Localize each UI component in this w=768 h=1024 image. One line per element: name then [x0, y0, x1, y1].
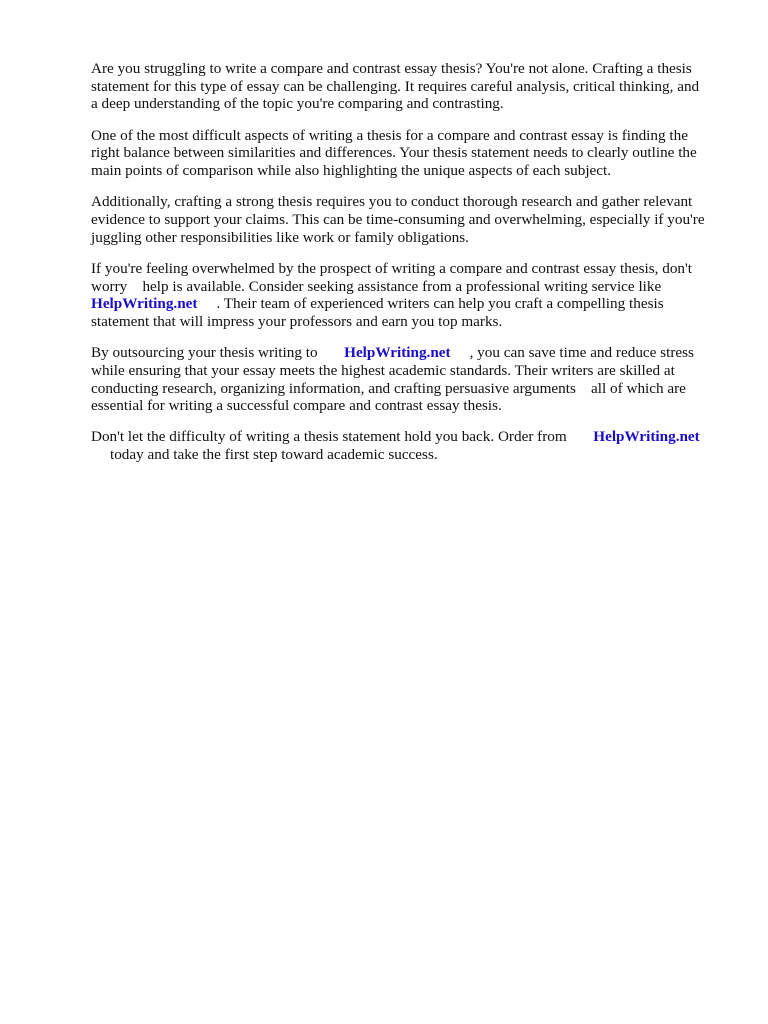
paragraph-6 — [91, 428, 731, 463]
paragraph-5 — [91, 344, 731, 415]
paragraph-2 — [91, 127, 731, 180]
paragraph-2-text: One of the most difficult aspects of writing a thesis for a compare and contrast essay is finding the right balance between similarities and differences. Your thesis statement needs to clearly outline the main points of comparison while also highlighting the unique aspects of each subject. — [91, 126, 697, 180]
paragraph-5-text-b: , you can save time and reduce stress while ensuring that your essay meets the highest academic standards. Their writers are skilled at conducting research, organizing information, and crafting persuasive arguments all of which are essential for writing a successful compare and contrast essay thesis. — [91, 344, 694, 415]
paragraph-4-text-a: If you're feeling overwhelmed by the prospect of writing a compare and contrast essay thesis, don't worry help is available. Consider seeking assistance from a professional writing service like — [91, 259, 692, 295]
paragraph-5-text-a: By outsourcing your thesis writing to — [91, 344, 345, 362]
paragraph-6-text-a: Don't let the difficulty of writing a thesis statement hold you back. Order from — [91, 428, 594, 446]
helpwriting-link-3[interactable]: HelpWriting.net — [593, 428, 700, 446]
paragraph-3-text: Additionally, crafting a strong thesis requires you to conduct thorough research and gather relevant evidence to support your claims. This can be time-consuming and overwhelming, especially if you're juggling other responsibilities like work or family obligations. — [91, 193, 705, 246]
paragraph-1 — [91, 60, 731, 113]
paragraph-1-text: Are you struggling to write a compare and contrast essay thesis? You're not alone. Crafting a thesis statement for this type of essay can be challenging. It requires careful analysis, critical thinking, and a deep understanding of the topic you're comparing and contrasting. — [91, 60, 700, 113]
paragraph-3 — [91, 193, 731, 246]
paragraph-4 — [91, 260, 731, 331]
document-body — [91, 60, 731, 477]
paragraph-4-text-b: . Their team of experienced writers can help you craft a compelling thesis statement that will impress your professors and earn you top marks. — [91, 295, 664, 330]
paragraph-6-text-b: today and take the first step toward academic success. — [109, 446, 438, 464]
helpwriting-link-1[interactable]: HelpWriting.net — [91, 295, 198, 313]
helpwriting-link-2[interactable]: HelpWriting.net — [344, 344, 451, 362]
